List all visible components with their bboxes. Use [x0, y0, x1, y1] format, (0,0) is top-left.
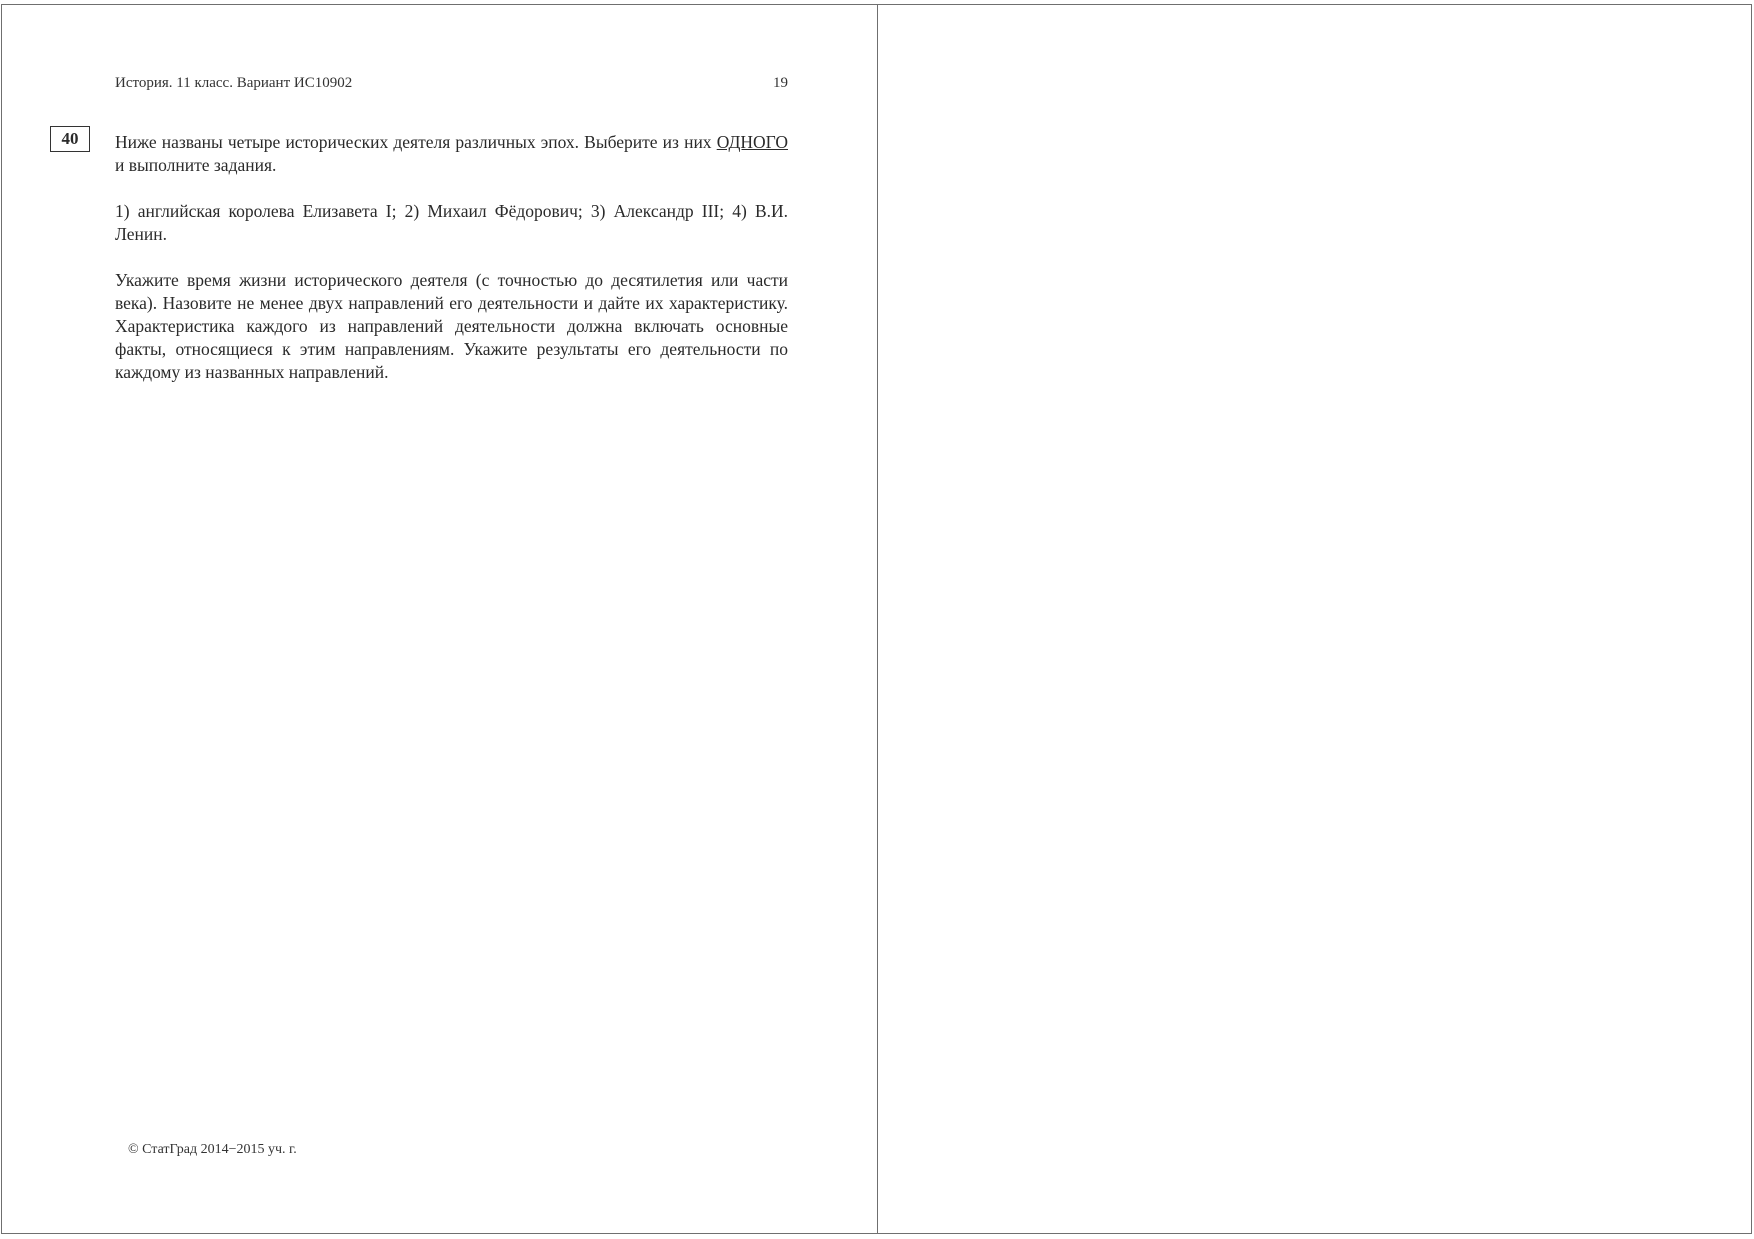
right-page: [877, 4, 1752, 1234]
task-options: 1) английская королева Елизавета I; 2) Михаил Фёдорович; 3) Александр III; 4) В.И. Ленин.: [115, 201, 788, 244]
task-number-box: 40: [50, 126, 90, 152]
page-number: 19: [773, 75, 788, 91]
task-intro-end: и выполните задания.: [115, 155, 277, 175]
task-intro-start: Ниже названы четыре исторических деятеля различных эпох. Выберите из них: [115, 132, 717, 152]
left-page: [1, 4, 878, 1234]
running-head-title: История. 11 класс. Вариант ИС10902: [115, 75, 353, 91]
task-intro-emphasis: ОДНОГО: [716, 132, 788, 152]
task-instructions: Укажите время жизни исторического деятеля (с точностью до десятилетия или части века). Назовите не менее двух направлений его деятельности и дайте их характеристику. Характеристика каждого из направлений деятельности должна включать основные факты, относящиеся к этим направлениям. Укажите результаты его деятельности по каждому из названных направлений.: [115, 270, 788, 382]
task-body: [115, 131, 788, 407]
task-intro: [115, 131, 788, 177]
running-head: [115, 75, 788, 92]
copyright-footer: © СтатГрад 2014−2015 уч. г.: [128, 1142, 297, 1157]
